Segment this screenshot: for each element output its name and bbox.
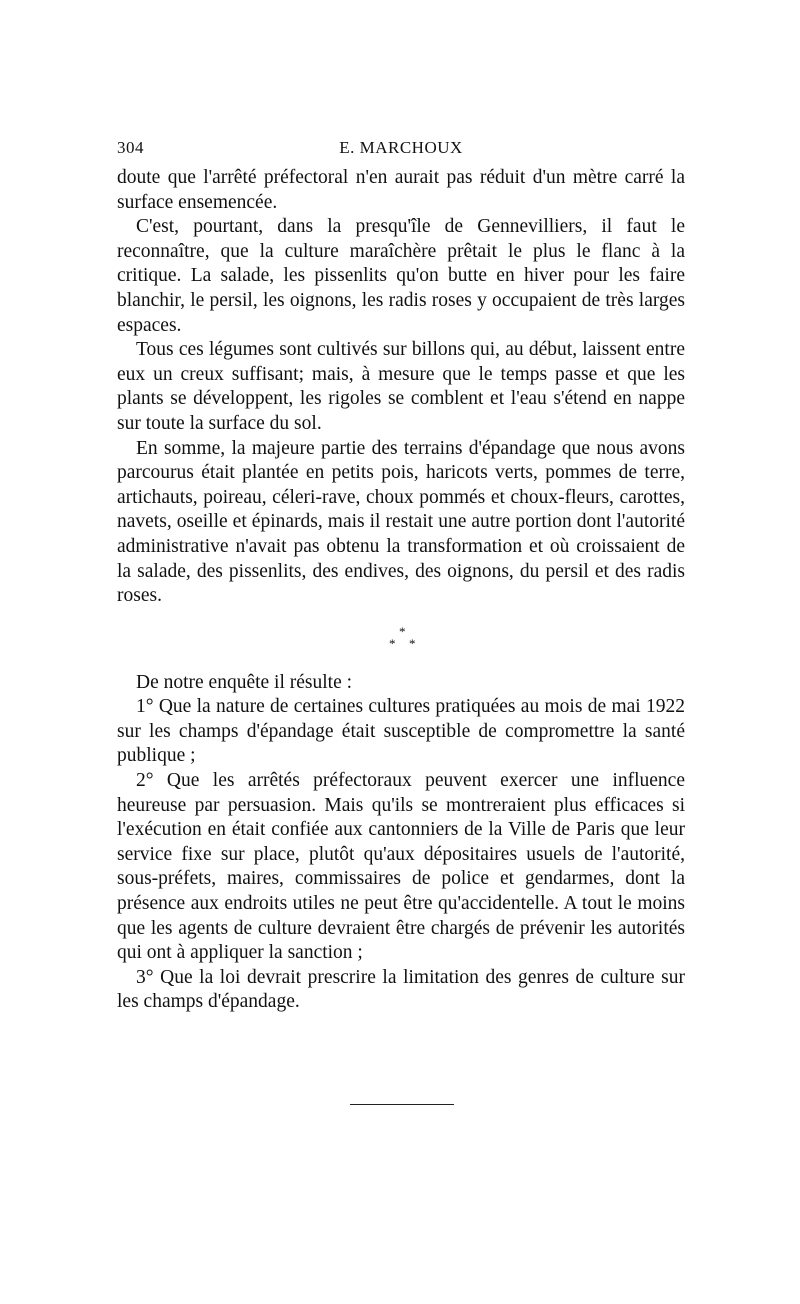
running-title: E. MARCHOUX xyxy=(339,138,463,157)
page-body xyxy=(117,166,685,1015)
paragraph-billons: Tous ces légumes sont cultivés sur billons qui, au début, laissent entre eux un creux suffisant; mais, à mesure que le temps passe et que les plants se développent, les rigoles se comblent et l'eau s'étend en nappe sur toute la surface du sol. xyxy=(117,339,685,434)
page-header xyxy=(117,138,685,166)
asterism-star: * xyxy=(399,623,406,639)
paragraph-summary: En somme, la majeure partie des terrains d'épandage que nous avons parcourus était plantée en petits pois, haricots verts, pommes de terre, artichauts, poireau, céleri-rave, choux pommés et choux-fleurs, carottes, navets, oseille et épinards, mais il restait une autre portion dont l'autorité administrative n'avait pas obtenu la transformation et où croissaient de la salade, des pissenlits, des endives, des oignons, du persil et des radis roses. xyxy=(117,437,685,607)
asterism-star: * xyxy=(409,635,416,651)
conclusion-intro: De notre enquête il résulte : xyxy=(136,671,353,693)
paragraph-gennevilliers: C'est, pourtant, dans la presqu'île de Gennevilliers, il faut le reconnaître, que la culture maraîchère prêtait le plus le flanc à la critique. La salade, les pissenlits qu'on butte en hiver pour les faire blanchir, le persil, les oignons, les radis roses y occupaient de très larges espaces. xyxy=(117,216,685,336)
asterism-separator xyxy=(117,615,685,665)
conclusion-item-1: 1° Que la nature de certaines cultures pratiquées au mois de mai 1922 sur les champs d'épandage était susceptible de compromettre la santé publique ; xyxy=(117,696,685,767)
paragraph-continuation: doute que l'arrêté préfectoral n'en aurait pas réduit d'un mètre carré la surface ensemencée. xyxy=(117,167,685,213)
conclusion-item-2: 2° Que les arrêtés préfectoraux peuvent exercer une influence heureuse par persuasion. Mais qu'ils se montreraient plus efficaces si l'exécution en était confiée aux cantonniers de la Ville de Paris que leur service fixe sur place, plutôt qu'aux dépositaires usuels de l'autorité, sous-préfets, maires, commissaires de police et gendarmes, dont la présence aux endroits utiles ne peut être qu'accidentelle. A tout le moins que les agents de culture devraient être chargés de prévenir les autorités qui ont à appliquer la sanction ; xyxy=(117,770,685,964)
book-page xyxy=(117,138,685,1015)
conclusion-item-3: 3° Que la loi devrait prescrire la limitation des genres de culture sur les champs d'épandage. xyxy=(117,966,685,1013)
asterism-star: * xyxy=(389,635,396,651)
end-rule xyxy=(350,1104,454,1105)
page-number: 304 xyxy=(117,138,144,157)
